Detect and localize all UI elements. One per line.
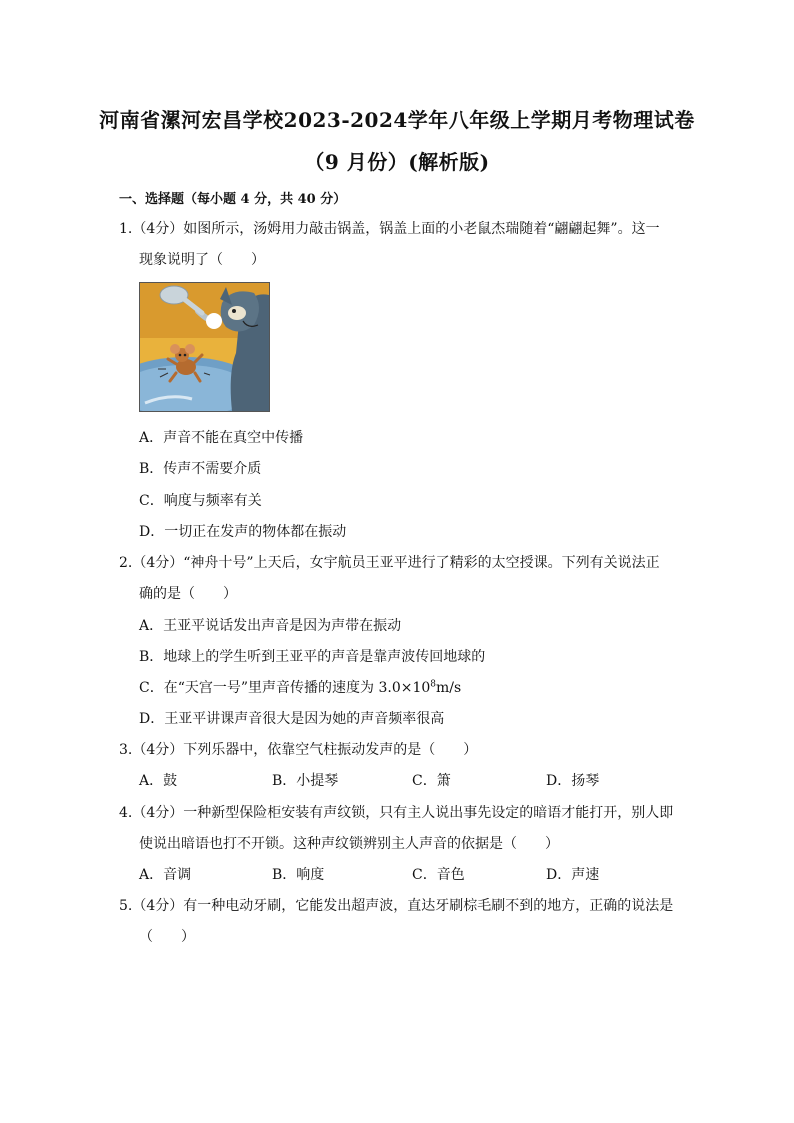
- question-5-line-1: 5.（4分）有一种电动牙刷，它能发出超声波，直达牙刷棕毛刷不到的地方，正确的说法是: [119, 898, 674, 914]
- question-3-option-a: A．鼓: [139, 773, 178, 789]
- question-2-option-c-text: C．在“天宫一号”里声音传播的速度为 3.0×10: [139, 680, 431, 696]
- question-4-options: [139, 864, 699, 884]
- question-2-option-b: B．地球上的学生听到王亚平的声音是靠声波传回地球的: [139, 649, 486, 665]
- question-4-option-b: B．响度: [272, 867, 325, 883]
- question-2-line-1: 2.（4分）“神舟十号”上天后，女宇航员王亚平进行了精彩的太空授课。下列有关说法正: [119, 555, 660, 571]
- question-2-option-c-exponent: 8: [430, 679, 437, 690]
- question-1-option-d: D．一切正在发声的物体都在振动: [139, 524, 347, 540]
- question-4-option-c: C．音色: [412, 867, 465, 883]
- question-4-option-d: D．声速: [546, 867, 600, 883]
- question-4-option-a: A．音调: [139, 867, 192, 883]
- question-4-line-2: 使说出暗语也打不开锁。这种声纹锁辨别主人声音的依据是（ ）: [139, 836, 559, 852]
- question-1-option-a: A．声音不能在真空中传播: [139, 430, 304, 446]
- question-2-option-c-unit: m/s: [436, 680, 462, 696]
- section-heading: 一、选择题（每小题 4 分，共 40 分）: [119, 192, 347, 207]
- question-3-option-c: C．箫: [412, 773, 451, 789]
- question-3-line-1: 3.（4分）下列乐器中，依靠空气柱振动发声的是（ ）: [119, 742, 478, 758]
- question-2-option-d: D．王亚平讲课声音很大是因为她的声音频率很高: [139, 711, 445, 727]
- question-3-option-d: D．扬琴: [546, 773, 600, 789]
- question-3-options: [139, 770, 699, 790]
- exam-title: 河南省漯河宏昌学校2023-2024学年八年级上学期月考物理试卷: [99, 108, 695, 132]
- question-2-option-c: [139, 677, 461, 697]
- question-1-option-b: B．传声不需要介质: [139, 461, 262, 477]
- question-1-line-2: 现象说明了（ ）: [139, 252, 265, 268]
- question-5-line-2: （ ）: [139, 929, 195, 945]
- cartoon-illustration: [140, 283, 269, 411]
- question-2-line-2: 确的是（ ）: [139, 586, 237, 602]
- question-2-option-a: A．王亚平说话发出声音是因为声带在振动: [139, 618, 402, 634]
- exam-subtitle: （9 月份）(解析版): [304, 150, 490, 174]
- question-1-option-c: C．响度与频率有关: [139, 493, 262, 509]
- question-4-line-1: 4.（4分）一种新型保险柜安装有声纹锁，只有主人说出事先设定的暗语才能打开，别人即: [119, 805, 674, 821]
- question-1-line-1: 1.（4分）如图所示，汤姆用力敲击锅盖，锅盖上面的小老鼠杰瑞随着“翩翩起舞”。这一: [119, 221, 660, 237]
- question-3-option-b: B．小提琴: [272, 773, 339, 789]
- tom-and-jerry-figure: [139, 282, 270, 412]
